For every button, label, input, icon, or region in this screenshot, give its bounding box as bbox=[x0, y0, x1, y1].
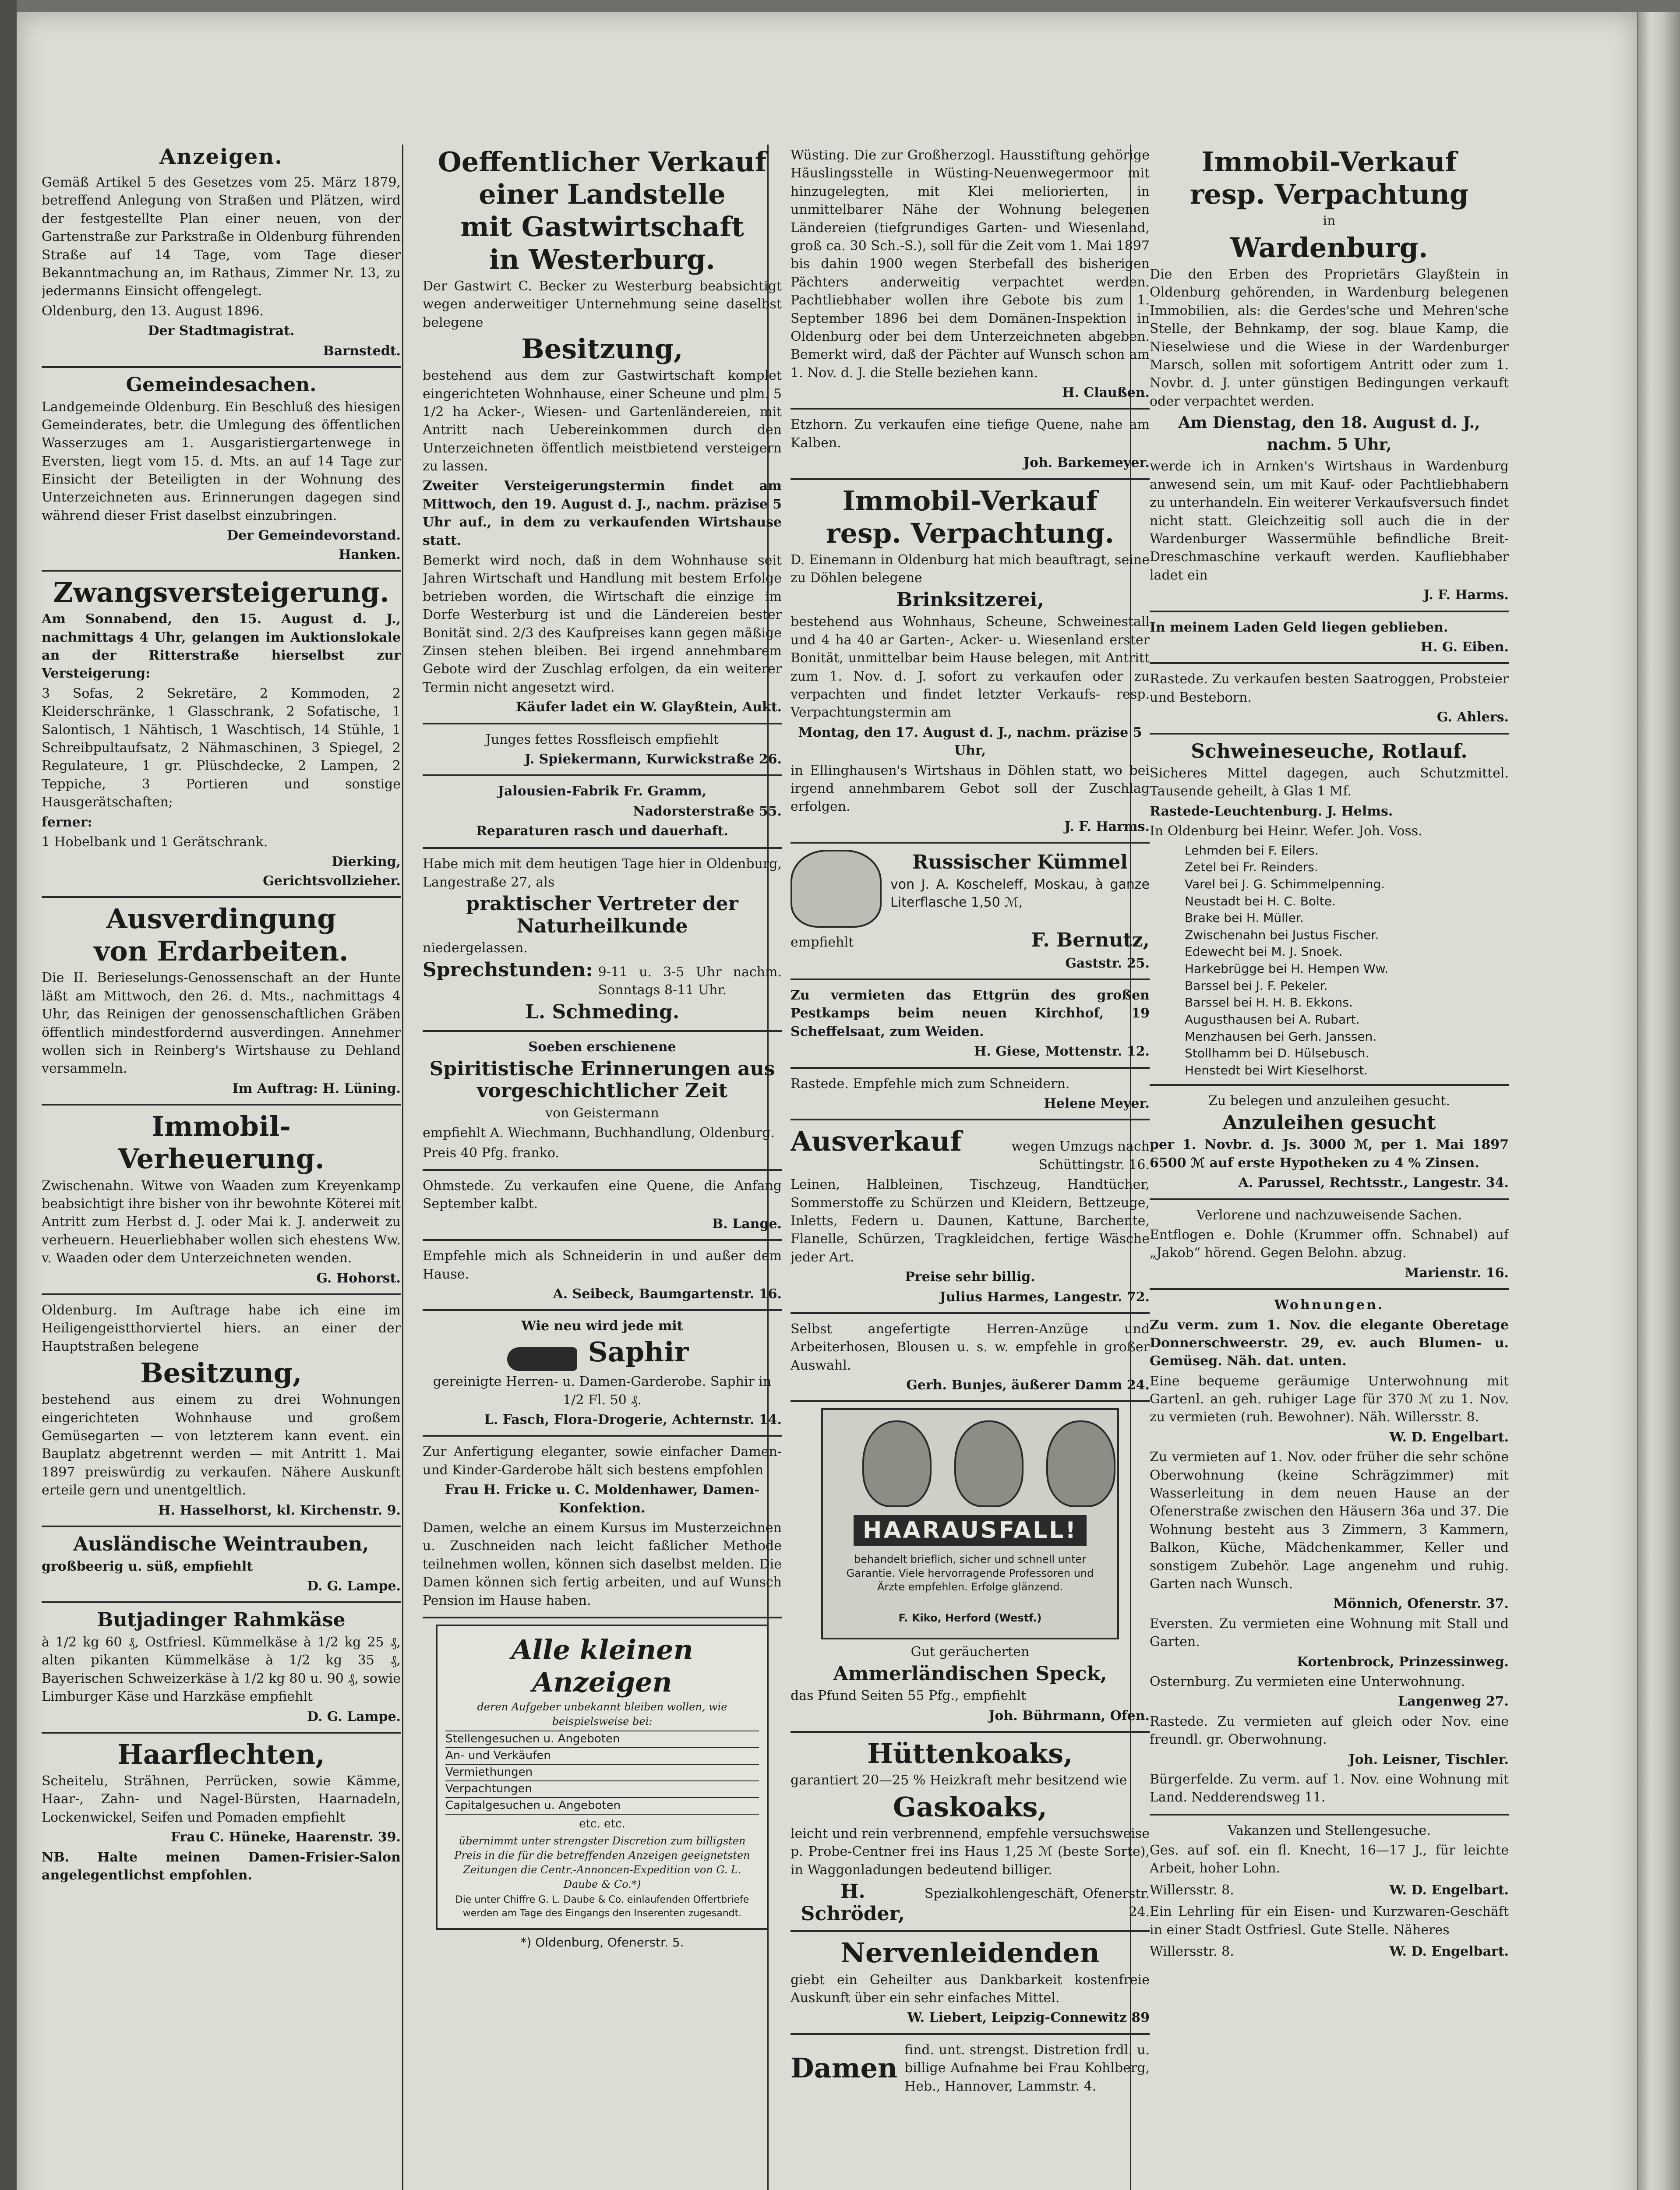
ad-address: Nadorsterstraße 55. bbox=[633, 803, 782, 819]
ad-title: Damen bbox=[791, 2052, 898, 2084]
koks-signature-row bbox=[791, 1881, 1150, 1925]
ad-text: Ein Lehrling für ein Eisen- und Kurzwaren-Geschäft in einer Stadt Ostfriesl. Gute Stelle. Näheres bbox=[1150, 1904, 1509, 1938]
ad-signature: Hanken. bbox=[339, 547, 401, 562]
ad-gemeinde bbox=[42, 374, 401, 572]
ad-text: niedergelassen. bbox=[423, 940, 528, 956]
ad-title: Hüttenkoaks, bbox=[867, 1738, 1073, 1770]
ad-title: Verheuerung. bbox=[118, 1143, 325, 1175]
ad-text: garantiert 20—25 % Heizkraft mehr besitzend wie bbox=[791, 1773, 1127, 1788]
ad-items: 3 Sofas, 2 Sekretäre, 2 Kommoden, 2 Kleiderschränke, 1 Glasschrank, 2 Sofatische, 1 Salontisch, 1 Nähtisch, 1 Waschtisch, 14 Stühle, 1 Schreibpultaufsatz, 2 Nähmaschinen, 3 Spiegel, 2 Regulateure, 1 gr. Plüschdecke, 2 Lampen, 2 Teppiche, 3 Portieren und sonstige Hausgerätschaften; bbox=[42, 685, 401, 810]
ad-signature: J. F. Harms. bbox=[1423, 587, 1509, 603]
ad-title: einer Landstelle bbox=[479, 178, 726, 211]
ad-title: Ammerländischen Speck, bbox=[833, 1662, 1107, 1685]
ad-text: Zu vermieten auf 1. Nov. oder früher die sehr schöne Oberwohnung (keine Schrägzimmer) mit Wasserleitung in dem neuen Hause an der Ofenerstraße zwischen den Häusern 36a und 37. Die Wohnung besteht aus 3 Zimmern, 3 Kammern, Balkon, Küche, Mädchenkammer, Keller und sonstigem Zubehör. Lage angenehm und ruhig. Garten nach Wunsch. bbox=[1150, 1449, 1509, 1592]
ad-signature: Käufer ladet ein W. Glayßtein, Aukt. bbox=[515, 699, 782, 715]
ad-price: Preis 40 Pfg. franko. bbox=[423, 1145, 559, 1161]
list-item: Vermiethungen bbox=[445, 1765, 759, 1781]
ad-address: Willersstr. 8. bbox=[1150, 1882, 1234, 1898]
ad-signature: Julius Harmes, Langestr. 72. bbox=[939, 1289, 1150, 1305]
list-item: Neustadt bei H. C. Bolte. bbox=[1185, 894, 1336, 908]
ad-signature: H. Claußen. bbox=[1062, 385, 1150, 401]
ad-immobil-wardenburg bbox=[1150, 147, 1509, 612]
ad-ausverdingung bbox=[42, 904, 401, 1106]
ad-dealer-list bbox=[1150, 842, 1509, 1079]
ad-text: Die den Erben des Proprietärs Glayßtein in Oldenburg gehörenden, in Wardenburg belegenen Immobilien, als: die Gerdes'sche und Mehren'sche Stelle, der Behnkamp, der sog. blaue Kamp, die Nieselwiese und die Wiese in der Wardenburger Marsch, sollen mit sofortigem Antritt oder zum 1. Novbr. d. J. unter günstigen Bedingungen verkauft oder verpachtet werden. bbox=[1150, 266, 1509, 409]
ad-signature: Der Gemeindevorstand. bbox=[227, 528, 401, 544]
ad-date: Oldenburg, den 13. August 1896. bbox=[42, 303, 264, 319]
ad-lead: Habe mich mit dem heutigen Tage hier in Oldenburg, Langestraße 27, als bbox=[423, 856, 782, 890]
ad-title: Ausländische Weintrauben, bbox=[73, 1533, 369, 1555]
section-title: Wohnungen. bbox=[1274, 1297, 1384, 1313]
ad-text: bestehend aus dem zur Gastwirtschaft komplet eingerichteten Wohnhause, einer Scheune und plm. 5 1/2 ha Acker-, Wiesen- und Gartenländereien, mit Antritt nach Uebereinkommen durch den Unterzeichneten öffentlich meistbietend versteigern zu lassen. bbox=[423, 368, 782, 474]
ad-text: Ges. auf sof. ein fl. Knecht, 16—17 J., für leichte Arbeit, hoher Lohn. bbox=[1150, 1843, 1509, 1876]
list-item: An- und Verkäufen bbox=[445, 1748, 759, 1765]
ad-signature: Langenweg 27. bbox=[1398, 1694, 1509, 1710]
ad-signature: W. Liebert, Leipzig-Connewitz 89 bbox=[907, 2010, 1150, 2026]
ad-zwangsversteigerung bbox=[42, 578, 401, 898]
ad-text: Osternburg. Zu vermieten eine Unterwohnung. bbox=[1150, 1674, 1465, 1689]
ad-lead: D. Einemann in Oldenburg hat mich beauftragt, seine zu Döhlen belegene bbox=[791, 552, 1150, 586]
ad-lead: Oldenburg. Im Auftrage habe ich eine im Heiligengeistthorviertel hiers. an einer der Hauptstraßen belegene bbox=[42, 1302, 401, 1354]
scan-binding-edge bbox=[0, 0, 17, 2190]
ad-address: Willersstr. 8. bbox=[1150, 1944, 1234, 1960]
ad-text: Die II. Berieselungs-Genossenschaft an der Hunte läßt am Mittwoch, den 26. d. Mts., nachmittags 4 Uhr, das Reinigen der genossenschaftlichen Gräben öffentlich mindestfordernd ausverdingen. Annehmer wollen sich in Reinberg's Wirtshause zu Dehland versammeln. bbox=[42, 970, 401, 1077]
ad-signature: W. D. Engelbart. bbox=[1389, 1944, 1509, 1960]
ad-text: in Ellinghausen's Wirtshaus in Döhlen statt, wo bei irgend annehmbarem Gebot soll der Zuschlag erfolgen. bbox=[791, 763, 1150, 815]
ad-title: Saphir bbox=[588, 1335, 689, 1368]
office-hours-times: 9-11 u. 3-5 Uhr nachm. Sonntags 8-11 Uhr. bbox=[598, 964, 782, 998]
ad-signature: A. Seibeck, Baumgartenstr. 16. bbox=[553, 1286, 782, 1302]
ad-text: Rastede. Zu verkaufen besten Saatroggen, Probsteier und Besteborn. bbox=[1150, 671, 1509, 705]
ad-text: Empfehle mich als Schneiderin in und außer dem Hause. bbox=[423, 1248, 782, 1282]
ad-text: von J. A. Koscheleff, Moskau, à ganze Literflasche 1,50 ℳ, bbox=[890, 876, 1150, 911]
ad-text: Bürgerfelde. Zu verm. auf 1. Nov. eine Wohnung mit Land. Nedderendsweg 11. bbox=[1150, 1771, 1509, 1805]
ad-ettgruen bbox=[791, 986, 1150, 1069]
ad-title: Schweineseuche, Rotlauf. bbox=[1191, 740, 1468, 763]
ad-text: Zwischenahn. Witwe von Waaden zum Kreyenkamp beabsichtigt ihre bisher von ihr bewohnte Köterei mit Antritt zum Herbst d. J. oder Mai k. J. anderweit zu verheuern. Heuerliebhaber wollen sich ehestens Ww. v. Waaden oder dem Unterzeichneten wenden. bbox=[42, 1178, 401, 1266]
ad-lead: Der Gastwirt C. Becker zu Westerburg beabsichtigt wegen anderweitiger Unternehmung seine daselbst belegene bbox=[423, 278, 782, 330]
ad-items: 1 Hobelbank und 1 Gerätschrank. bbox=[42, 834, 268, 850]
ad-signature: H. Schröder, bbox=[801, 1880, 905, 1925]
ad-signature: L. Schmeding. bbox=[525, 1000, 680, 1023]
ad-title: in Westerburg. bbox=[489, 243, 715, 276]
ad-anzuleihen bbox=[1150, 1092, 1509, 1200]
list-item: Barssel bei J. F. Pekeler. bbox=[1185, 978, 1328, 993]
list-item: Zetel bei Fr. Reinders. bbox=[1185, 860, 1318, 875]
saphir-title-row bbox=[423, 1337, 782, 1371]
ad-weintrauben bbox=[42, 1533, 401, 1603]
ad-title: Oeffentlicher Verkauf bbox=[438, 146, 767, 178]
ad-etc: etc. etc. bbox=[579, 1817, 625, 1830]
list-item: Lehmden bei F. Eilers. bbox=[1185, 843, 1319, 858]
ad-lead: deren Aufgeber unbekannt bleiben wollen, wie beispielsweise bei: bbox=[477, 1701, 727, 1728]
list-item: Edewecht bei M. J. Snoek. bbox=[1185, 944, 1343, 959]
list-item: Verpachtungen bbox=[445, 1781, 759, 1798]
ad-title: Gaskoaks, bbox=[893, 1791, 1047, 1823]
ad-text: Ohmstede. Zu verkaufen eine Quene, die Anfang September kalbt. bbox=[423, 1178, 782, 1212]
section-title: Anzeigen. bbox=[159, 145, 283, 169]
ad-text: per 1. Novbr. d. Js. 3000 ℳ, per 1. Mai 1897 6500 ℳ auf erste Hypotheken zu 4 % Zinsen. bbox=[1150, 1137, 1509, 1171]
ad-signature: J. F. Harms. bbox=[1064, 819, 1150, 834]
ad-note: Die unter Chiffre G. L. Daube & Co. einlaufenden Offertbriefe werden am Tage des Eingangs den Inserenten zugesandt. bbox=[455, 1894, 749, 1919]
ad-price: Preise sehr billig. bbox=[905, 1269, 1035, 1285]
ad-text: find. unt. strengst. Distretion frdl. u. billige Aufnahme bei Frau Kohlberg, Heb., Hannover, Lammstr. 4. bbox=[904, 2042, 1150, 2094]
ad-spiritistische bbox=[423, 1038, 782, 1171]
ad-signature: Frau C. Hüneke, Haarenstr. 39. bbox=[170, 1830, 401, 1845]
ad-subhead: ferner: bbox=[42, 814, 92, 830]
ad-geld bbox=[1150, 618, 1509, 664]
ad-signature: D. G. Lampe. bbox=[307, 1578, 401, 1594]
ad-text: Zur Anfertigung eleganter, sowie einfacher Damen- und Kinder-Garderobe hält sich bestens empfohlen bbox=[423, 1444, 782, 1478]
ad-huettenkoaks bbox=[791, 1739, 1150, 1932]
list-item: Capitalgesuchen u. Angeboten bbox=[445, 1798, 759, 1815]
ad-text: gereinigte Herren- u. Damen-Garderobe. Saphir in 1/2 Fl. 50 ₰. bbox=[433, 1374, 772, 1408]
ad-ohmstede bbox=[423, 1177, 782, 1241]
section-lead: Verlorene und nachzuweisende Sachen. bbox=[1196, 1207, 1462, 1223]
ausverkauf-title-row bbox=[791, 1127, 1150, 1174]
ad-signature: F. Kiko, Herford (Westf.) bbox=[898, 1612, 1042, 1625]
ad-text: Reparaturen rasch und dauerhaft. bbox=[476, 823, 728, 839]
kuemmel-signature-row bbox=[791, 928, 1150, 954]
ad-title: resp. Verpachtung bbox=[1189, 178, 1469, 211]
ad-text: werde ich in Arnken's Wirtshaus in Wardenburg anwesend sein, um mit Kauf- oder Pachtliebhabern zu unterhandeln. Ein weiterer Verkaufsversuch findet nicht statt. Gleichzeitig soll auch die in der Wardenburger Wassermühle befindliche Breit-Dreschmaschine verkauft werden. Kaufliebhaber ladet ein bbox=[1150, 459, 1509, 583]
ad-address: Spezialkohlengeschäft, Ofenerstr. 24. bbox=[924, 1886, 1150, 1920]
ad-text: Leinen, Halbleinen, Tischzeug, Handtücher, Sommerstoffe zu Schürzen und Kleidern, Bettzeuge, Inletts, Federn u. Daunen, Kattune, Barchente, Flanelle, Schürzen, Tragkleidchen, fertige Wäsche jeder Art. bbox=[791, 1177, 1150, 1265]
ad-title: resp. Verpachtung. bbox=[826, 517, 1115, 549]
ad-text: Gemäß Artikel 5 des Gesetzes vom 25. März 1879, betreffend Anlegung von Straßen und Plätzen, wird der festgestellte Plan einer neuen, von der Gartenstraße zur Parkstraße in Oldenburg führenden Straße auf 14 Tage, vom Tage dieser Bekanntmachung an, im Rathaus, Zimmer Nr. 13, zu jedermanns Einsicht offengelegt. bbox=[42, 175, 401, 299]
ad-lead: Gut geräucherten bbox=[911, 1644, 1030, 1660]
office-hours-label: Sprechstunden: bbox=[423, 958, 593, 981]
ad-saatroggen bbox=[1150, 670, 1509, 734]
haarausfall-illustration bbox=[821, 1408, 1119, 1639]
ad-signature: Barnstedt. bbox=[323, 343, 401, 359]
ad-title: mit Gastwirtschaft bbox=[460, 211, 744, 243]
ad-vakanzen bbox=[1150, 1822, 1509, 1968]
ad-text: Junges fettes Rossfleisch empfiehlt bbox=[485, 731, 719, 747]
ad-signature: W. D. Engelbart. bbox=[1389, 1882, 1509, 1898]
ad-address: Marienstr. 16. bbox=[1405, 1265, 1509, 1281]
vakanz-signature-row bbox=[1150, 1879, 1509, 1901]
ad-oeffentlicher-verkauf bbox=[423, 147, 782, 724]
ad-signature: G. Ahlers. bbox=[1436, 710, 1509, 725]
ad-lead: Soeben erschienene bbox=[528, 1039, 676, 1055]
ad-wohnungen bbox=[1150, 1296, 1509, 1816]
ad-signature: Joh. Bührmann, Ofen. bbox=[988, 1708, 1150, 1724]
ad-verloren bbox=[1150, 1206, 1509, 1290]
ad-street-plan bbox=[42, 145, 401, 368]
ad-rossfleisch bbox=[423, 731, 782, 777]
ad-text: Zu vermieten das Ettgrün des großen Pestkamps beim neuen Kirchhof, 19 Scheffelsaat, zum Weiden. bbox=[791, 988, 1150, 1039]
ad-text: Damen, welche an einem Kursus im Musterzeichnen u. Zuschneiden nach leicht faßlicher Methode teilnehmen wollen, können sich daselbst melden. Die Damen können sich fertig arbeiten, und auf Wunsch Pension im Hause haben. bbox=[423, 1520, 782, 1608]
ad-lead: Wie neu wird jede mit bbox=[521, 1318, 683, 1334]
ad-subtitle: In Oldenburg bei Heinr. Wefer. Joh. Voss. bbox=[1150, 823, 1422, 839]
ad-kleine-anzeigen bbox=[436, 1625, 769, 1930]
ad-signature: Dierking, bbox=[332, 854, 401, 870]
ad-signature: Joh. Barkemeyer. bbox=[1023, 455, 1150, 471]
list-item: Stollhamm bei D. Hülsebusch. bbox=[1185, 1046, 1369, 1061]
list-item: Henstedt bei Wirt Kieselhorst. bbox=[1185, 1063, 1368, 1077]
ad-text: behandelt brieflich, sicher und schnell unter Garantie. Viele hervorragende Professoren und Ärzte empfehlen. Erfolge glänzend. bbox=[846, 1553, 1094, 1593]
ad-schweineseuche bbox=[1150, 741, 1509, 1086]
ad-title: von Erdarbeiten. bbox=[94, 935, 349, 968]
ad-text: bestehend aus Wohnhaus, Scheune, Schweinestall und 4 ha 40 ar Garten-, Acker- u. Wiesenland erster Bonität, unmittelbar beim Hause belegen, mit Antritt zum 1. Nov. d. J. sofort zu verkaufen oder zu verpachten und findet letzter Verkaufs- resp. Verpachtungstermin am bbox=[791, 614, 1150, 721]
ad-lead: Am Sonnabend, den 15. August d. J., nachmittags 4 Uhr, gelangen im Auktionslokale an der Ritterstraße hierselbst zur Versteigerung: bbox=[42, 611, 401, 682]
ad-text: Rastede. Zu vermieten auf gleich oder Nov. eine freundl. gr. Oberwohnung. bbox=[1150, 1713, 1509, 1748]
ad-signature: H. Hasselhorst, kl. Kirchenstr. 9. bbox=[158, 1502, 401, 1518]
bearded-face-icon bbox=[862, 1420, 932, 1507]
ad-title: Gemeindesachen. bbox=[126, 373, 317, 396]
ad-title: Jalousien-Fabrik Fr. Gramm, bbox=[498, 784, 707, 799]
ad-title: Russischer Kümmel bbox=[912, 851, 1128, 874]
ad-title: Nervenleidenden bbox=[840, 1937, 1100, 1969]
ad-title: Immobil-Verkauf bbox=[842, 484, 1098, 517]
ad-text: Bemerkt wird noch, daß in dem Wohnhause seit Jahren Wirtschaft und Handlung mit bestem Erfolge betrieben worden, die Wirtschaft die einzige im Dorfe Westerburg ist und die Ländereien bester Bonität sind. 2/3 des Kaufpreises kann gegen mäßige Zinsen stehen bleiben. Bei irgend annehmbarem Gebote wird der Zuschlag erfolgen, da ein weiterer Termin nicht angesetzt wird. bbox=[423, 553, 782, 695]
ad-text: Rastede. Empfehle mich zum Schneidern. bbox=[791, 1076, 1070, 1091]
ad-subtitle: Besitzung, bbox=[521, 332, 683, 365]
ad-signature: Rastede-Leuchtenburg. J. Helms. bbox=[1150, 803, 1393, 819]
ad-signature: D. G. Lampe. bbox=[307, 1709, 401, 1724]
office-hours-row bbox=[423, 959, 782, 1000]
ad-text: Selbst angefertigte Herren-Anzüge und Arbeiterhosen, Blousen u. s. w. empfehle in großer Auswahl. bbox=[791, 1321, 1150, 1373]
list-item: Augusthausen bei A. Rubart. bbox=[1185, 1012, 1360, 1027]
ad-subtitle: Brinksitzerei, bbox=[896, 588, 1044, 611]
ad-text: Entflogen e. Dohle (Krummer offn. Schnabel) auf „Jakob“ hörend. Gegen Belohn. abzug. bbox=[1150, 1227, 1509, 1261]
ad-signature: L. Fasch, Flora-Drogerie, Achternstr. 14. bbox=[484, 1412, 782, 1427]
list-item: Zwischenahn bei Justus Fischer. bbox=[1185, 927, 1379, 942]
pointing-hand-icon bbox=[507, 1347, 577, 1371]
ad-address: Gaststr. 25. bbox=[1065, 955, 1150, 971]
ad-naturheilkunde bbox=[423, 855, 782, 1032]
ad-text: das Pfund Seiten 55 Pfg., empfiehlt bbox=[791, 1688, 1027, 1704]
ad-text: In meinem Laden Geld liegen geblieben. bbox=[1150, 619, 1448, 635]
list-item: Brake bei H. Müller. bbox=[1185, 911, 1304, 925]
ad-signature: W. D. Engelbart. bbox=[1389, 1429, 1509, 1445]
ad-signature: Kortenbrock, Prinzessinweg. bbox=[1297, 1654, 1509, 1670]
ad-text: empfiehlt A. Wiechmann, Buchhandlung, Oldenburg. bbox=[423, 1125, 775, 1141]
ad-immobil-doehlen bbox=[791, 486, 1150, 844]
ad-text: bestehend aus einem zu drei Wohnungen eingerichteten Wohnhause und großem Gemüsegarten — von letzterem kann event. ein Bauplatz abgetrennt werden — mit Antritt 1. Mai 1897 preiswürdig zu verkaufen. Nähere Auskunft erteile gern und unentgeltlich. bbox=[42, 1392, 401, 1498]
coat-of-arms-icon bbox=[791, 850, 882, 928]
ad-text: in bbox=[1323, 213, 1336, 229]
ad-kuemmel bbox=[791, 850, 1150, 980]
ad-signature: F. Bernutz, bbox=[1031, 929, 1150, 952]
ad-herren-anzuege bbox=[791, 1320, 1150, 1402]
ad-signature: B. Lange. bbox=[712, 1216, 782, 1232]
ad-title: Spiritistische Erinnerungen aus vorgeschichtlicher Zeit bbox=[429, 1057, 775, 1102]
column-4 bbox=[1150, 145, 1509, 2190]
ad-subtitle: wegen Umzugs nach Schüttingstr. 16. bbox=[1011, 1139, 1150, 1173]
ad-saphir bbox=[423, 1317, 782, 1437]
ad-title: Ausverdingung bbox=[106, 903, 336, 935]
bald-face-icon bbox=[954, 1420, 1024, 1507]
ad-nervenleidenden bbox=[791, 1938, 1150, 2035]
ad-rahmkaese bbox=[42, 1609, 401, 1734]
ad-haarflechten bbox=[42, 1740, 401, 1892]
ad-signature: H. G. Eiben. bbox=[1420, 639, 1509, 655]
ad-author: von Geistermann bbox=[545, 1105, 659, 1121]
ad-text: empfiehlt bbox=[791, 935, 854, 950]
ad-signature: Mönnich, Ofenerstr. 37. bbox=[1333, 1596, 1509, 1612]
ad-signature: Frau H. Fricke u. C. Moldenhawer, Damen-Konfektion. bbox=[445, 1482, 760, 1516]
list-item: Menzhausen bei Gerh. Janssen. bbox=[1185, 1029, 1377, 1044]
list-item: Stellengesuchen u. Angeboten bbox=[445, 1731, 759, 1748]
ad-category-list bbox=[445, 1731, 759, 1814]
ad-termin: Am Dienstag, den 18. August d. J., nachm. 5 Uhr, bbox=[1178, 413, 1480, 454]
damen-row bbox=[791, 2041, 1150, 2095]
ad-title: praktischer Vertreter der Naturheilkunde bbox=[466, 893, 738, 937]
ad-jalousien bbox=[423, 782, 782, 849]
section-title: Vakanzen und Stellengesuche. bbox=[1228, 1823, 1431, 1838]
ad-title: Besitzung, bbox=[140, 1357, 302, 1389]
ad-title: Wardenburg. bbox=[1230, 231, 1428, 264]
ad-signature: Joh. Leisner, Tischler. bbox=[1348, 1752, 1509, 1767]
ad-note: NB. Halte meinen Damen-Frisier-Salon angelegentlichst empfohlen. bbox=[42, 1849, 401, 1883]
ad-text: Zu verm. zum 1. Nov. die elegante Oberetage Donnerschweerstr. 29, ev. auch Blumen- u. Gemüseg. Näh. dat. unten. bbox=[1150, 1317, 1509, 1369]
ad-signature: H. Giese, Mottenstr. 12. bbox=[974, 1044, 1150, 1060]
ad-text: großbeerig u. süß, empfiehlt bbox=[42, 1558, 253, 1574]
section-lead: Zu belegen und anzuleihen gesucht. bbox=[1208, 1093, 1450, 1109]
ad-text: Sicheres Mittel dagegen, auch Schutzmittel. Tausende geheilt, à Glas 1 Mf. bbox=[1150, 766, 1509, 799]
page-stack-edge bbox=[1638, 12, 1680, 2190]
ad-signature: Im Auftrag: H. Lüning. bbox=[232, 1081, 401, 1096]
ad-signature: Gerh. Bunjes, äußerer Damm 24. bbox=[906, 1378, 1150, 1393]
ad-signature: A. Parussel, Rechtsstr., Langestr. 34. bbox=[1238, 1175, 1509, 1191]
vakanz-signature-row bbox=[1150, 1941, 1509, 1962]
column-2 bbox=[423, 145, 782, 2190]
kuemmel-row bbox=[791, 850, 1150, 928]
ad-text: Scheitelu, Strähnen, Perrücken, sowie Kämme, Haar-, Zahn- und Nagel-Bürsten, Haarnadeln, Lockenwickel, Seifen und Pomaden empfiehlt bbox=[42, 1773, 401, 1825]
ad-title: Anzuleihen gesucht bbox=[1222, 1111, 1436, 1134]
list-item: Barssel bei H. H. B. Ekkons. bbox=[1185, 995, 1353, 1010]
ad-text: à 1/2 kg 60 ₰, Ostfriesl. Kümmelkäse à 1/2 kg 25 ₰, alten pikanten Kümmelkäse à 1/2 kg 35 ₰, Bayerischen Schweizerkäse à 1/2 kg 80 u. 90 ₰, sowie Limburger Käse und Harzkäse empfiehlt bbox=[42, 1634, 401, 1705]
ad-text: Landgemeinde Oldenburg. Ein Beschluß des hiesigen Gemeinderates, betr. die Umlegung des öffentlichen Wasserzuges am 1. Ausgaristiergartenwege in Eversten, liegt vom 15. d. Mts. an auf 14 Tage zur Einsicht der Beteiligten in der Wohnung des Unterzeichneten aus. Erinnerungen dagegen sind während dieser Frist daselbst einzubringen. bbox=[42, 399, 401, 523]
ad-title: Haarflechten, bbox=[117, 1738, 325, 1770]
ad-text: Etzhorn. Zu verkaufen eine tiefige Quene, nahe am Kalben. bbox=[791, 417, 1150, 451]
haarausfall-banner: HAARAUSFALL! bbox=[854, 1515, 1087, 1546]
ad-text: Eine bequeme geräumige Unterwohnung mit Gartenl. an geh. ruhiger Lage für 370 ℳ zu 1. Nov. zu vermieten (ruh. Bewohner). Näh. Willersstr. 8. bbox=[1150, 1373, 1509, 1425]
ad-title: Butjadinger Rahmkäse bbox=[97, 1609, 346, 1632]
ad-immobil-verheuerung bbox=[42, 1112, 401, 1295]
ad-text: übernimmt unter strengster Discretion zum billigsten Preis in die für die betreffenden Anzeigen geeignetsten Zeitungen die Centr.-Annoncen-Expedition von G. L. Daube & Co.*) bbox=[454, 1834, 750, 1891]
ad-text: Eversten. Zu vermieten eine Wohnung mit Stall und Garten. bbox=[1150, 1616, 1509, 1650]
ad-signature: Der Stadtmagistrat. bbox=[148, 323, 295, 339]
ad-ausverkauf bbox=[791, 1127, 1150, 1314]
ad-termin: Montag, den 17. August d. J., nachm. präzise 5 Uhr, bbox=[798, 724, 1142, 759]
list-item: Harkebrügge bei H. Hempen Ww. bbox=[1185, 961, 1389, 976]
ad-speck bbox=[791, 1643, 1150, 1733]
ad-title: Zwangsversteigerung. bbox=[53, 576, 389, 609]
ad-title: Immobil- bbox=[152, 1110, 291, 1143]
column-rule bbox=[402, 145, 403, 2190]
ad-signature: J. Spiekermann, Kurwickstraße 26. bbox=[524, 751, 782, 767]
ad-title: Immobil-Verkauf bbox=[1201, 146, 1457, 178]
ad-schneiderin bbox=[423, 1247, 782, 1311]
ad-etzhorn bbox=[791, 416, 1150, 480]
ad-title: Ausverkauf bbox=[791, 1125, 962, 1158]
ad-wuesting bbox=[791, 146, 1150, 410]
ad-signature: G. Hohorst. bbox=[316, 1270, 401, 1286]
column-1 bbox=[42, 145, 401, 2190]
ad-damen bbox=[791, 2041, 1150, 2101]
ad-text: Wüsting. Die zur Großherzogl. Hausstiftung gehörige Häuslingsstelle in Wüsting-Neuenwegermoor mit hinzugelegten, mit Klei meliorierten, in unmittelbarer Nähe der Wohnung belegenen Ländereien (tiefgrundiges Garten- und Wiesenland, groß ca. 30 Sch.-S.), soll für die Zeit vom 1. Mai 1897 bis dahin 1900 wegen Sterbefall des bisherigen Pächters anderweitig verpachtet werden. Pachtliebhaber wollen ihre Gebote bis zum 1. September 1896 bei dem Domänen-Inspektion in Oldenburg oder bei dem Unterzeichneten abgeben. Bemerkt wird, daß der Pächter auf Wunsch schon am 1. Nov. d. J. die Stelle beziehen kann. bbox=[791, 148, 1150, 381]
ad-garderobe bbox=[423, 1443, 782, 1618]
ad-signature: Gerichtsvollzieher. bbox=[263, 873, 401, 889]
ad-title: Anzeigen bbox=[532, 1666, 672, 1699]
ad-termin: Zweiter Versteigerungstermin findet am Mittwoch, den 19. August d. J., nachm. präzise 5 Uhr auf., in dem zu verkaufenden Wirtshause statt. bbox=[423, 478, 782, 548]
ad-rastede-schneidern bbox=[791, 1075, 1150, 1121]
column-3 bbox=[791, 145, 1150, 2190]
bearded-face-icon bbox=[1046, 1420, 1115, 1507]
ad-text: giebt ein Geheilter aus Dankbarkeit kostenfreie Auskunft über ein sehr einfaches Mittel. bbox=[791, 1972, 1150, 2006]
ad-signature: Helene Meyer. bbox=[1044, 1096, 1150, 1112]
ad-footnote: *) Oldenburg, Ofenerstr. 5. bbox=[520, 1935, 684, 1950]
ad-text: leicht und rein verbrennend, empfehle versuchsweise p. Probe-Centner frei ins Haus 1,25 ℳ (beste Sorte), in Waggonladungen bedeutend billiger. bbox=[791, 1826, 1150, 1878]
ad-title: Alle kleinen bbox=[511, 1633, 693, 1666]
list-item: Varel bei J. G. Schimmelpenning. bbox=[1185, 876, 1385, 891]
ad-besitzung bbox=[42, 1301, 401, 1527]
kuemmel-body bbox=[890, 850, 1150, 928]
